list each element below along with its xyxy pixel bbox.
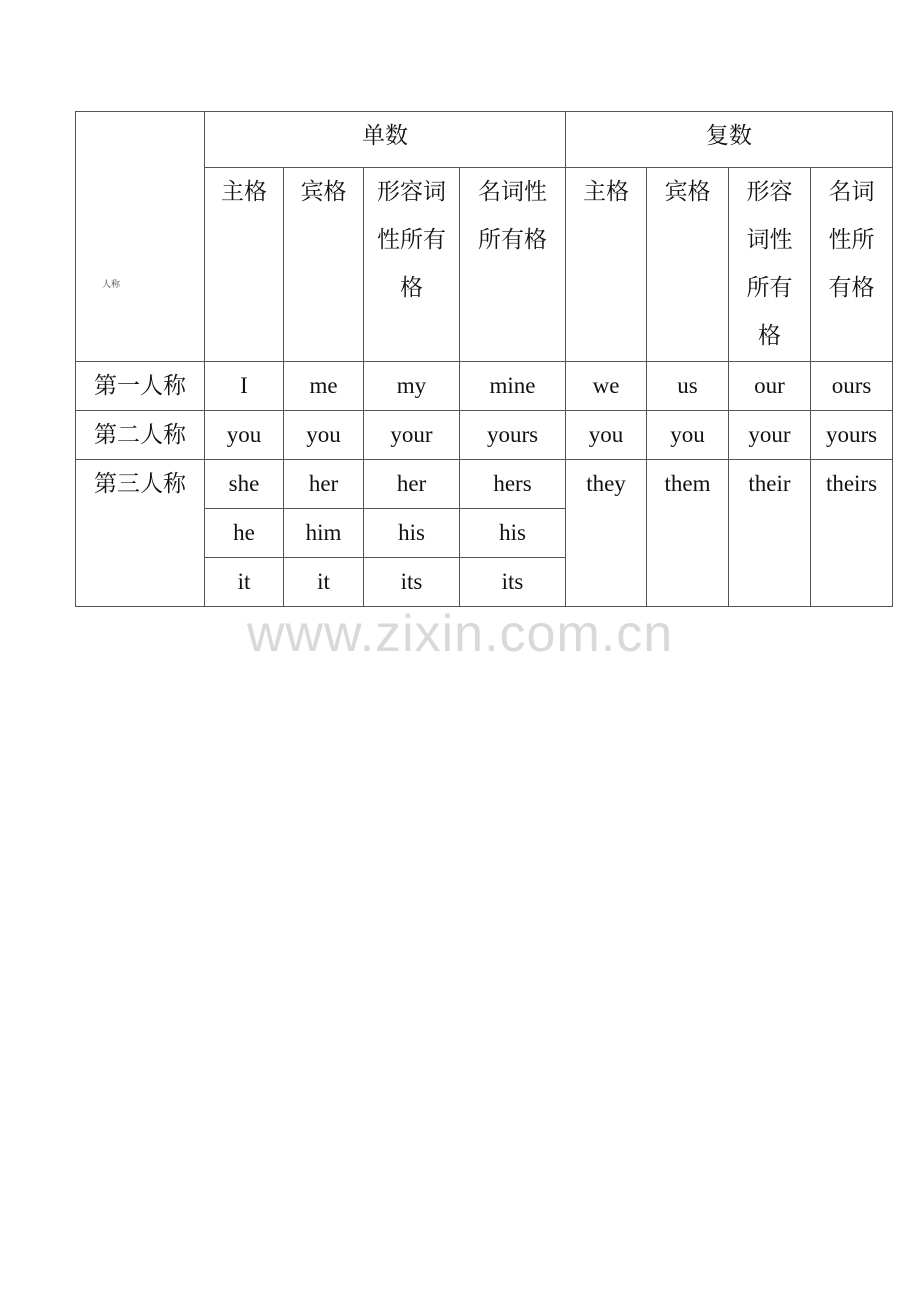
table-cell: its <box>364 558 460 607</box>
table-row <box>76 362 893 411</box>
singular-header-objective: 宾格 <box>284 168 364 362</box>
table-cell: your <box>729 411 811 460</box>
table-cell: him <box>284 509 364 558</box>
table-cell: yours <box>460 411 566 460</box>
singular-header-subjective: 主格 <box>205 168 284 362</box>
corner-mark: 人称 <box>102 280 121 290</box>
singular-header-adj-possessive: 形容词性所有格 <box>364 168 460 362</box>
plural-header-objective: 宾格 <box>647 168 729 362</box>
table-cell: ours <box>811 362 893 411</box>
singular-group-header: 单数 <box>205 112 566 168</box>
table-cell: yours <box>811 411 893 460</box>
corner-header-cell <box>76 112 205 362</box>
table-cell: they <box>566 460 647 607</box>
table-cell: her <box>284 460 364 509</box>
table-cell: we <box>566 362 647 411</box>
person-label: 第一人称 <box>76 362 205 411</box>
plural-header-noun-possessive: 名词性所有格 <box>811 168 893 362</box>
watermark: www.zixin.com.cn <box>246 605 674 663</box>
table-cell: it <box>284 558 364 607</box>
table-cell: you <box>205 411 284 460</box>
person-label: 第三人称 <box>76 460 205 607</box>
plural-header-subjective: 主格 <box>566 168 647 362</box>
pronoun-table <box>75 111 893 607</box>
table-cell: you <box>284 411 364 460</box>
table-cell: his <box>364 509 460 558</box>
table-cell: you <box>566 411 647 460</box>
table-cell: our <box>729 362 811 411</box>
table-cell: its <box>460 558 566 607</box>
table-cell: my <box>364 362 460 411</box>
singular-header-noun-possessive: 名词性所有格 <box>460 168 566 362</box>
table-cell: his <box>460 509 566 558</box>
table-cell: theirs <box>811 460 893 607</box>
table-cell: her <box>364 460 460 509</box>
table-cell: you <box>647 411 729 460</box>
table-cell: mine <box>460 362 566 411</box>
table-cell: your <box>364 411 460 460</box>
table-cell: us <box>647 362 729 411</box>
plural-group-header: 复数 <box>566 112 893 168</box>
table-cell: she <box>205 460 284 509</box>
plural-header-adj-possessive: 形容词性所有格 <box>729 168 811 362</box>
table-cell: hers <box>460 460 566 509</box>
table-row <box>76 411 893 460</box>
person-label: 第二人称 <box>76 411 205 460</box>
table-cell: me <box>284 362 364 411</box>
table-cell: their <box>729 460 811 607</box>
table-cell: it <box>205 558 284 607</box>
table-cell: them <box>647 460 729 607</box>
table-cell: he <box>205 509 284 558</box>
table-cell: I <box>205 362 284 411</box>
table-row <box>76 460 893 509</box>
